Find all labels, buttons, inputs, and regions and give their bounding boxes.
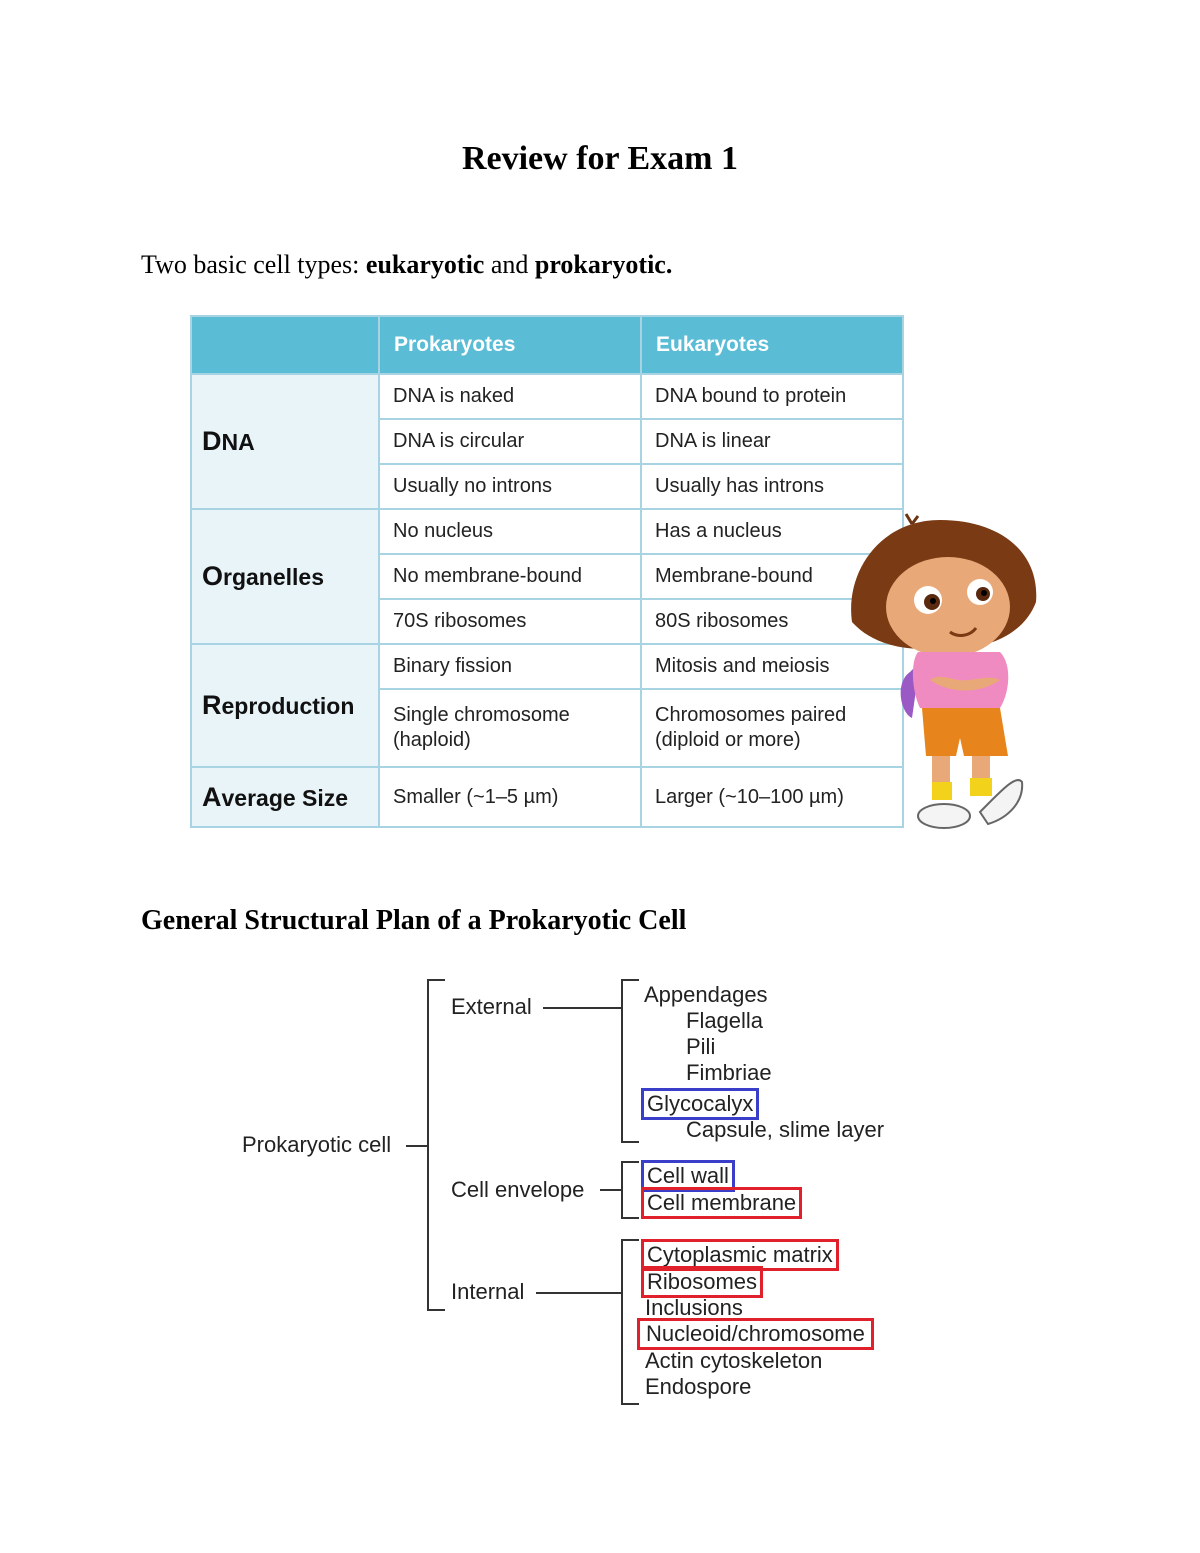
- table-cell: Single chromosome (haploid): [379, 689, 641, 767]
- intro-prefix: Two basic cell types:: [141, 250, 366, 279]
- category-initial: D: [202, 426, 222, 456]
- table-header-blank: [191, 316, 379, 374]
- cartoon-girl-illustration: [840, 512, 1045, 834]
- item-ribosomes: Ribosomes: [644, 1269, 760, 1295]
- prokaryotic-cell-diagram: [230, 970, 930, 1420]
- table-cell: 70S ribosomes: [379, 599, 641, 644]
- table-cell: 80S ribosomes: [641, 599, 903, 644]
- item-appendages: Appendages: [644, 982, 768, 1007]
- table-cell: Chromosomes paired (diploid or more): [641, 689, 903, 767]
- item-inclusions: Inclusions: [645, 1295, 743, 1320]
- category-rest: eproduction: [221, 693, 355, 719]
- section-heading: General Structural Plan of a Prokaryotic Cell: [141, 905, 687, 936]
- intro-middle: and: [484, 250, 535, 279]
- item-cell-membrane: Cell membrane: [644, 1190, 799, 1216]
- table-row: [191, 644, 903, 689]
- table-cell: No nucleus: [379, 509, 641, 554]
- item-actin-cytoskeleton: Actin cytoskeleton: [645, 1348, 823, 1373]
- table-cell: No membrane-bound: [379, 554, 641, 599]
- table-cell: Mitosis and meiosis: [641, 644, 903, 689]
- item-nucleoid-chromosome: Nucleoid/chromosome: [640, 1321, 871, 1347]
- intro-term-prokaryotic: prokaryotic.: [534, 250, 673, 279]
- category-reproduction: [191, 644, 379, 767]
- category-rest: rganelles: [223, 564, 325, 590]
- category-average-size: [191, 767, 379, 827]
- category-initial: O: [202, 561, 224, 591]
- table-header-prokaryotes: Prokaryotes: [379, 316, 641, 374]
- intro-term-eukaryotic: eukaryotic: [365, 250, 485, 279]
- item-flagella: Flagella: [686, 1008, 764, 1033]
- table-cell: DNA is naked: [379, 374, 641, 419]
- table-cell: DNA bound to protein: [641, 374, 903, 419]
- table-cell: Usually has introns: [641, 464, 903, 509]
- category-rest: verage Size: [221, 784, 349, 811]
- table-row: [191, 767, 903, 827]
- table-row: [191, 374, 903, 419]
- comparison-table: [190, 315, 904, 828]
- branch-cell-envelope: Cell envelope: [451, 1177, 585, 1202]
- table-cell: DNA is linear: [641, 419, 903, 464]
- item-cell-wall: Cell wall: [644, 1163, 732, 1189]
- table-header-row: [191, 316, 903, 374]
- diagram-root-label: Prokaryotic cell: [242, 1132, 392, 1157]
- intro-sentence: [141, 250, 672, 280]
- table-header-eukaryotes: Eukaryotes: [641, 316, 903, 374]
- item-fimbriae: Fimbriae: [686, 1060, 772, 1085]
- item-capsule: Capsule, slime layer: [686, 1117, 885, 1142]
- table-cell: DNA is circular: [379, 419, 641, 464]
- category-dna: [191, 374, 379, 509]
- category-initial: R: [202, 690, 222, 720]
- branch-external: External: [451, 994, 532, 1019]
- table-cell: Has a nucleus: [641, 509, 903, 554]
- item-glycocalyx: Glycocalyx: [644, 1091, 756, 1117]
- item-cytoplasmic-matrix: Cytoplasmic matrix: [644, 1242, 836, 1268]
- table-cell: Smaller (~1–5 µm): [379, 767, 641, 827]
- item-pili: Pili: [686, 1034, 716, 1059]
- category-organelles: [191, 509, 379, 644]
- table-cell: Binary fission: [379, 644, 641, 689]
- branch-internal: Internal: [451, 1279, 525, 1304]
- category-initial: A: [202, 781, 222, 812]
- table-cell: Membrane-bound: [641, 554, 903, 599]
- table-cell: Usually no introns: [379, 464, 641, 509]
- item-endospore: Endospore: [645, 1374, 752, 1399]
- table-row: [191, 509, 903, 554]
- page-title: Review for Exam 1: [461, 140, 739, 177]
- category-rest: NA: [221, 429, 255, 455]
- table-cell: Larger (~10–100 µm): [641, 767, 903, 827]
